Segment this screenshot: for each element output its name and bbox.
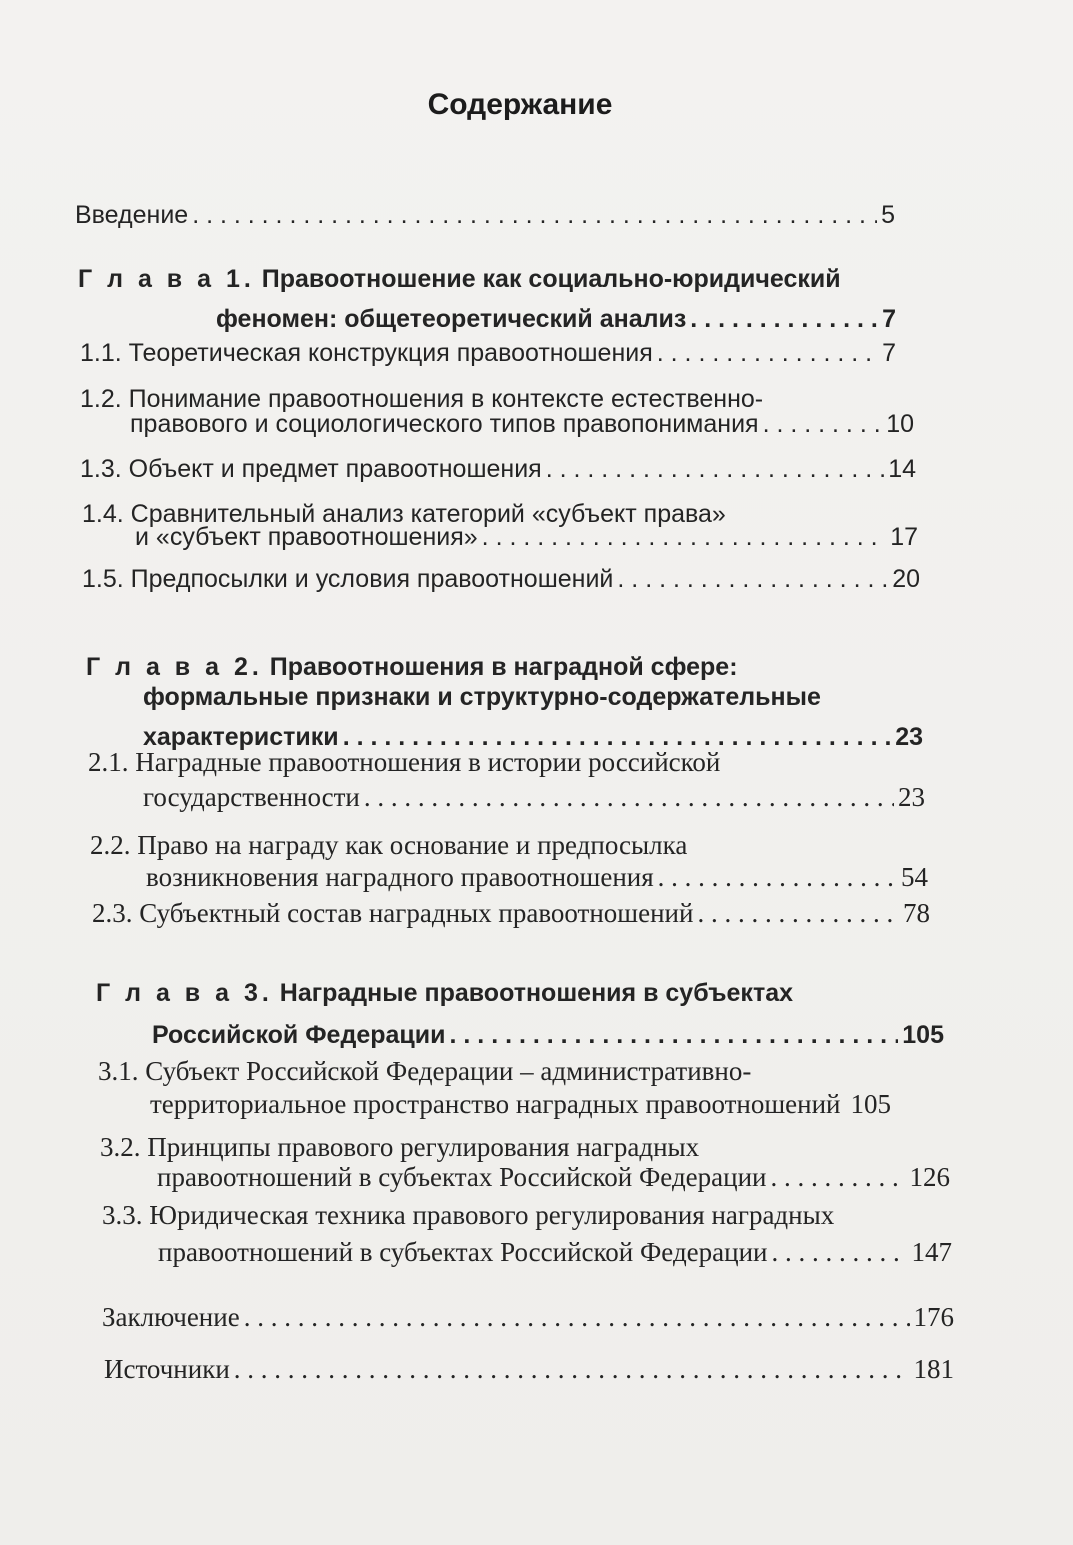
chapter-1-heading-line2: [216, 302, 896, 336]
toc-page: 176: [913, 1302, 954, 1332]
chapter-2-heading-line2: формальные признаки и структурно-содержательные: [143, 683, 821, 711]
toc-label: правового и социологического типов правопонимания: [130, 410, 759, 438]
toc-page: 23: [898, 782, 925, 812]
toc-page: 14: [888, 455, 916, 483]
toc-entry-1-3: [80, 452, 916, 486]
chapter-prefix: Г л а в а 2.: [86, 653, 263, 681]
toc-page: 5: [881, 201, 895, 229]
chapter-title-line1: Правоотношение как социально-юридический: [261, 265, 841, 293]
toc-label: государственности: [143, 782, 360, 812]
chapter-1-heading: [78, 262, 841, 296]
toc-page: 105: [850, 1089, 891, 1119]
leader-dots: [234, 1352, 910, 1386]
toc-entry-3-2-line1: 3.2. Принципы правового регулирования наградных: [100, 1132, 700, 1162]
toc-entry-1-5: [82, 562, 920, 596]
toc-page: 10: [886, 410, 914, 438]
toc-page: 20: [892, 565, 920, 593]
toc-label: 1.1. Теоретическая конструкция правоотношения: [80, 339, 653, 367]
toc-entry-2-1: [143, 780, 925, 814]
toc-entry-1-4: [135, 520, 918, 554]
toc-page: 181: [913, 1354, 954, 1384]
toc-page: 54: [901, 862, 928, 892]
toc-page: 78: [903, 898, 930, 928]
toc-entry-2-1-line1: 2.1. Наградные правоотношения в истории российской: [88, 747, 721, 777]
leader-dots: [364, 780, 894, 814]
leader-dots: [482, 520, 887, 554]
toc-label: 1.3. Объект и предмет правоотношения: [80, 455, 542, 483]
chapter-3-heading: [96, 976, 793, 1010]
leader-dots: [450, 1018, 899, 1052]
toc-entry-3-1-line1: 3.1. Субъект Российской Федерации – административно-: [98, 1056, 752, 1086]
toc-entry-conclusion: [102, 1300, 954, 1334]
chapter-prefix: Г л а в а 3.: [96, 979, 273, 1007]
toc-page: 17: [890, 523, 918, 551]
leader-dots: [658, 860, 897, 894]
page-title: Содержание: [427, 88, 613, 121]
leader-dots: [244, 1300, 910, 1334]
toc-page: 23: [895, 723, 923, 751]
toc-entry-1-2-line1: 1.2. Понимание правоотношения в контексте естественно-: [80, 385, 764, 413]
toc-entry-sources: [104, 1352, 954, 1386]
toc-label: Заключение: [102, 1302, 240, 1332]
toc-label: правоотношений в субъектах Российской Федерации: [158, 1237, 768, 1267]
toc-entry-1-2: [130, 407, 914, 441]
chapter-2-heading: [86, 650, 738, 684]
toc-label: возникновения наградного правоотношения: [146, 862, 654, 892]
toc-label: правоотношений в субъектах Российской Федерации: [157, 1162, 767, 1192]
toc-page: 7: [882, 305, 896, 333]
toc-label: Источники: [104, 1354, 230, 1384]
toc-entry-3-2: [157, 1160, 950, 1194]
toc-entry-1-1: [80, 336, 896, 370]
toc-entry-2-3: [92, 896, 930, 930]
toc-label: территориальное пространство наградных правоотношений: [150, 1089, 841, 1119]
leader-dots: [657, 336, 878, 370]
leader-dots: [192, 198, 877, 232]
toc-label: 1.5. Предпосылки и условия правоотношений: [82, 565, 614, 593]
toc-page: 105: [902, 1021, 944, 1049]
leader-dots: [763, 407, 883, 441]
toc-entry-2-2: [146, 860, 928, 894]
toc-label: 2.3. Субъектный состав наградных правоотношений: [92, 898, 694, 928]
chapter-title-line3: характеристики: [143, 723, 339, 751]
toc-entry-2-2-line1: 2.2. Право на награду как основание и предпосылка: [90, 830, 688, 860]
toc-page: 7: [882, 339, 896, 367]
toc-entry-3-3-line1: 3.3. Юридическая техника правового регулирования наградных: [102, 1200, 835, 1230]
leader-dots: [697, 896, 899, 930]
chapter-3-heading-line2: [152, 1018, 944, 1052]
leader-dots: [690, 302, 878, 336]
toc-entry-intro: [75, 198, 895, 232]
leader-dots: [617, 562, 888, 596]
toc-entry-3-1: [150, 1087, 945, 1121]
leader-dots: [772, 1235, 908, 1269]
toc-page: 147: [911, 1237, 952, 1267]
chapter-title-line1: Наградные правоотношения в субъектах: [279, 979, 793, 1007]
leader-dots: [546, 452, 884, 486]
chapter-title-line2: Российской Федерации: [152, 1021, 446, 1049]
toc-page: 126: [909, 1162, 950, 1192]
chapter-title-line2: феномен: общетеоретический анализ: [216, 305, 687, 333]
toc-entry-3-3: [158, 1235, 952, 1269]
chapter-prefix: Г л а в а 1.: [78, 265, 255, 293]
chapter-title-line1: Правоотношения в наградной сфере:: [269, 653, 738, 681]
leader-dots: [771, 1160, 906, 1194]
toc-entry-1-4-line1: 1.4. Сравнительный анализ категорий «субъект права»: [82, 500, 726, 528]
toc-label: Введение: [75, 201, 189, 229]
toc-label: и «субъект правоотношения»: [135, 523, 478, 551]
